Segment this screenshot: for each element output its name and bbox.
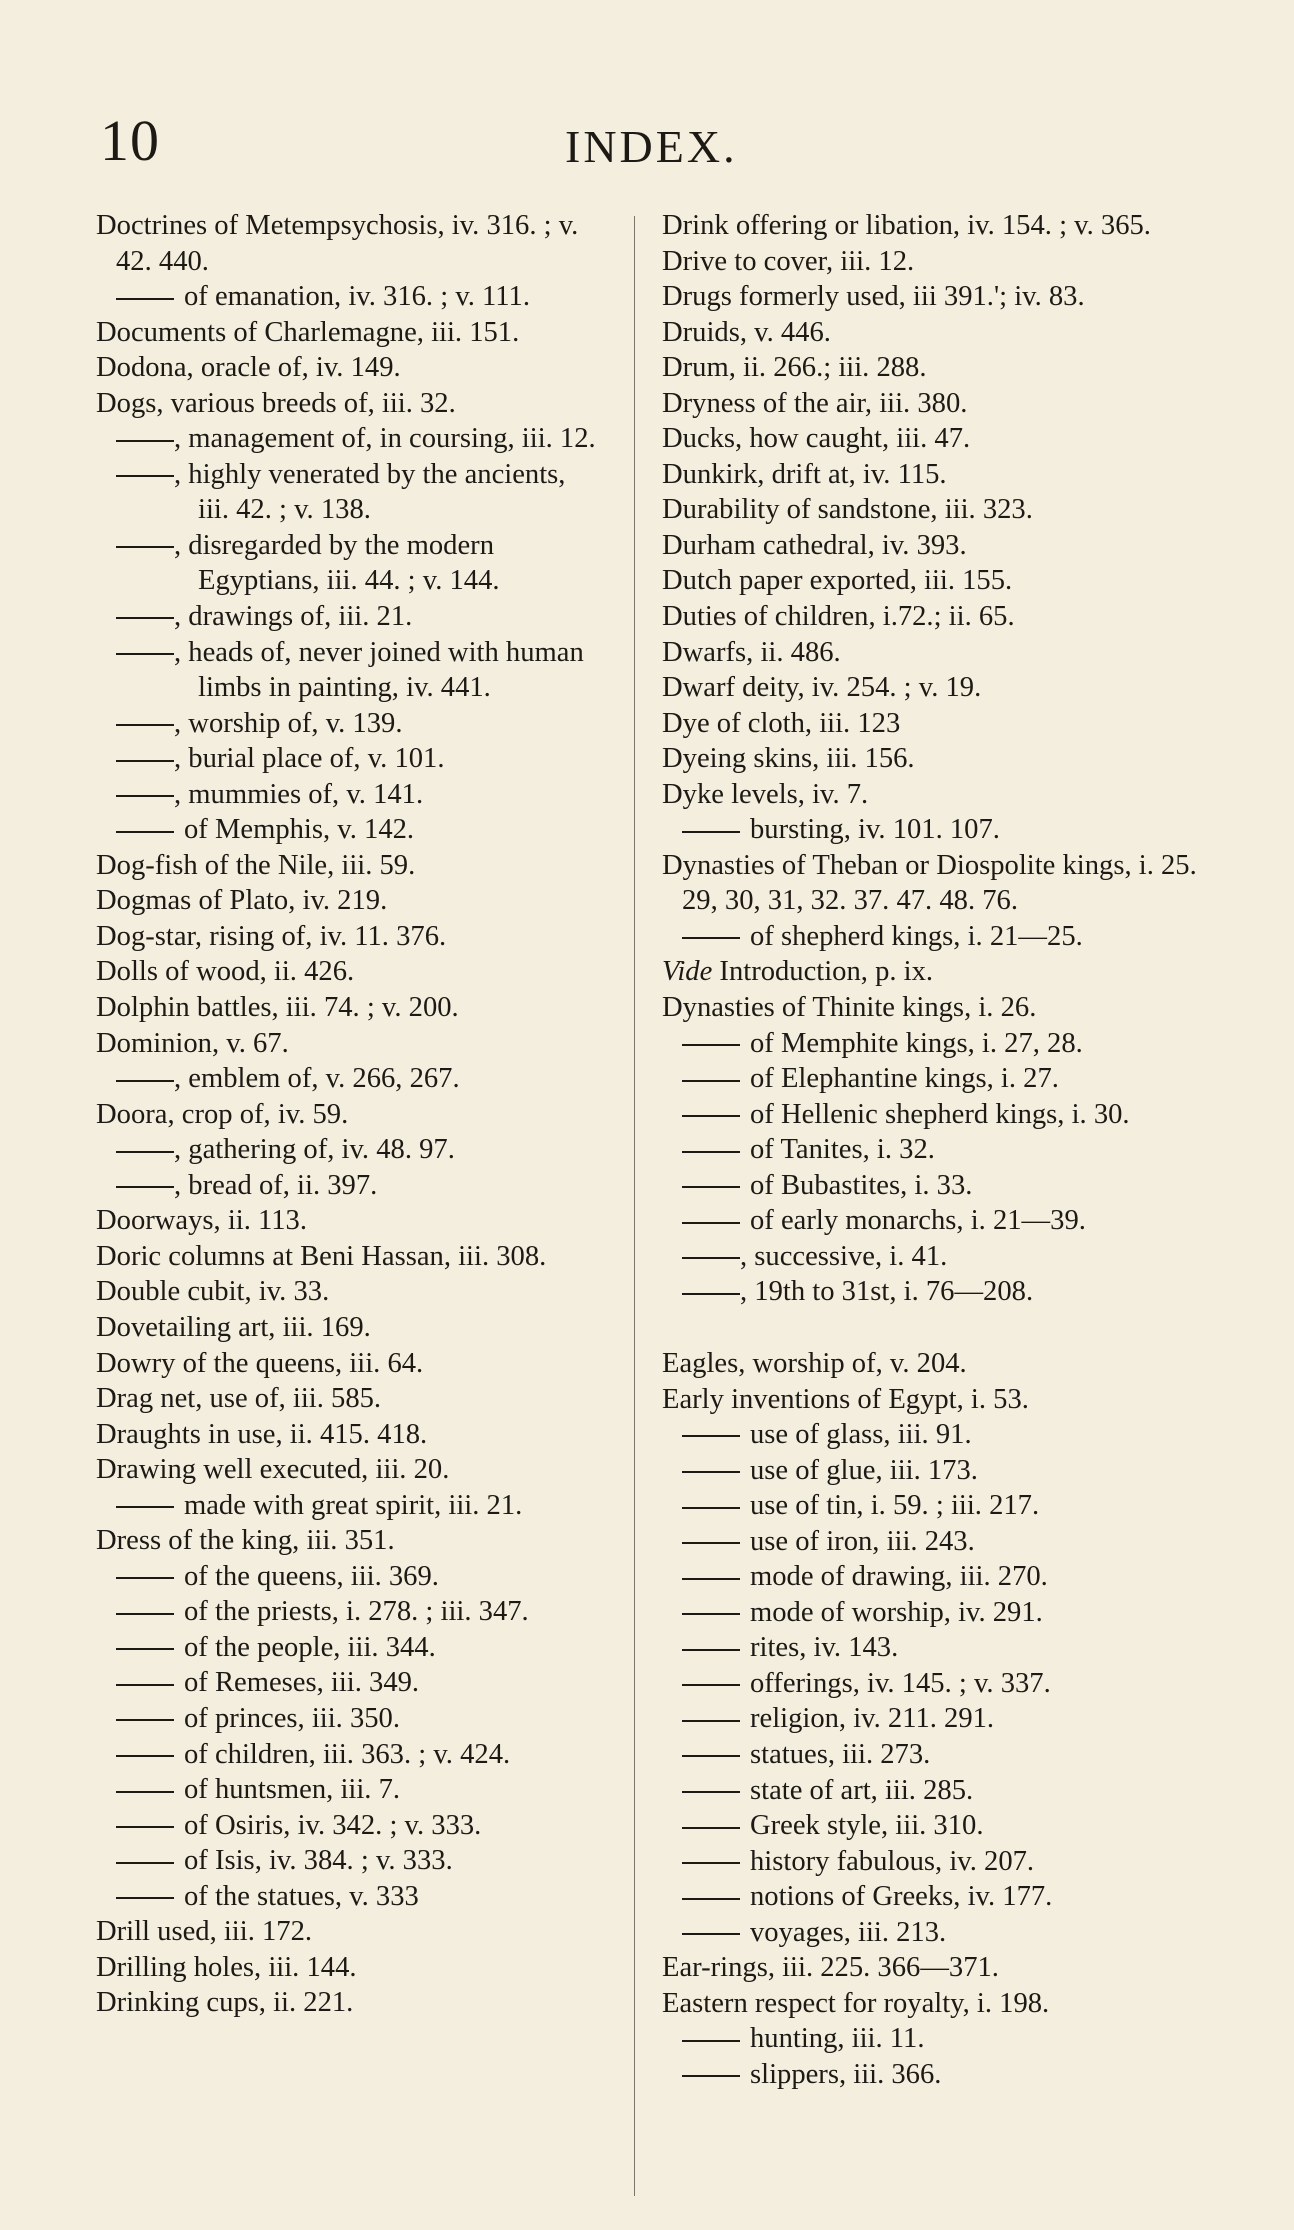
entry-text: use of tin, i. 59. ; iii. 217. xyxy=(750,1490,1040,1522)
entry-text: Dolls of wood, ii. 426. xyxy=(96,956,355,988)
index-subentry xyxy=(96,1559,598,1595)
entry-text: of Osiris, iv. 342. ; v. 333. xyxy=(184,1809,482,1841)
index-entry xyxy=(662,599,1210,635)
index-subentry xyxy=(96,1701,598,1737)
entry-text: state of art, iii. 285. xyxy=(750,1774,974,1806)
index-subentry xyxy=(662,1737,1210,1773)
entry-text: of the queens, iii. 369. xyxy=(184,1560,439,1592)
entry-text: Dowry of the queens, iii. 64. xyxy=(96,1347,424,1379)
entry-text: Dwarfs, ii. 486. xyxy=(662,636,841,668)
entry-text: Dyke levels, iv. 7. xyxy=(662,778,869,810)
ditto-dash xyxy=(116,795,174,797)
index-entry xyxy=(96,1985,598,2021)
index-entry xyxy=(96,1239,598,1275)
entry-text: Draughts in use, ii. 415. 418. xyxy=(96,1418,428,1450)
entry-text: offerings, iv. 145. ; v. 337. xyxy=(750,1667,1051,1699)
index-entry xyxy=(662,990,1210,1026)
index-entry xyxy=(662,670,1210,706)
italic-term: Vide xyxy=(662,956,713,988)
entry-text: Dynasties of Theban or Diospolite kings, i. 25. 29, 30, 31, 32. 37. 47. 48. 76. xyxy=(662,849,1197,917)
index-subentry xyxy=(96,706,598,742)
index-subentry xyxy=(96,741,598,777)
ditto-dash xyxy=(116,1826,174,1828)
ditto-dash xyxy=(682,2075,740,2077)
entry-text: Doric columns at Beni Hassan, iii. 308. xyxy=(96,1240,547,1272)
entry-text: Dog-fish of the Nile, iii. 59. xyxy=(96,849,416,881)
index-subentry xyxy=(96,421,598,457)
ditto-dash xyxy=(116,760,174,762)
index-subentry xyxy=(662,1026,1210,1062)
index-entry xyxy=(96,919,598,955)
entry-text: of the priests, i. 278. ; iii. 347. xyxy=(184,1596,529,1628)
index-entry xyxy=(662,706,1210,742)
index-subentry xyxy=(662,812,1210,848)
index-subentry xyxy=(662,1915,1210,1951)
entry-text: history fabulous, iv. 207. xyxy=(750,1845,1035,1877)
index-subentry xyxy=(96,1808,598,1844)
index-entry xyxy=(96,1523,598,1559)
entry-text: Greek style, iii. 310. xyxy=(750,1810,984,1842)
index-subentry xyxy=(662,1524,1210,1560)
ditto-dash xyxy=(682,1080,740,1082)
index-subentry xyxy=(662,1773,1210,1809)
index-entry xyxy=(96,1346,598,1382)
ditto-dash xyxy=(682,1827,740,1829)
entry-text: Drum, ii. 266.; iii. 288. xyxy=(662,352,927,384)
ditto-dash xyxy=(116,475,174,477)
ditto-dash xyxy=(682,1115,740,1117)
index-entry xyxy=(96,1950,598,1986)
index-subentry xyxy=(96,1772,598,1808)
index-subentry xyxy=(96,1488,598,1524)
ditto-dash xyxy=(116,1613,174,1615)
ditto-dash xyxy=(682,1151,740,1153)
index-entry xyxy=(662,1382,1210,1418)
ditto-dash xyxy=(682,2040,740,2042)
entry-text: Drag net, use of, iii. 585. xyxy=(96,1383,382,1415)
index-entry xyxy=(96,1026,598,1062)
entry-text: Dominion, v. 67. xyxy=(96,1027,289,1059)
index-subentry xyxy=(662,2021,1210,2057)
index-subentry xyxy=(662,1132,1210,1168)
index-subentry xyxy=(96,1843,598,1879)
index-entry xyxy=(662,315,1210,351)
ditto-dash xyxy=(116,1719,174,1721)
index-entry xyxy=(96,1097,598,1133)
entry-text: Druids, v. 446. xyxy=(662,316,831,348)
index-subentry xyxy=(96,1132,598,1168)
ditto-dash xyxy=(116,1862,174,1864)
entry-text: of early monarchs, i. 21—39. xyxy=(750,1205,1086,1237)
index-subentry xyxy=(96,1630,598,1666)
ditto-dash xyxy=(116,831,174,833)
index-subentry xyxy=(662,1595,1210,1631)
entry-text: made with great spirit, iii. 21. xyxy=(184,1489,523,1521)
ditto-dash xyxy=(116,440,174,442)
entry-text: , drawings of, iii. 21. xyxy=(174,601,413,633)
entry-text: voyages, iii. 213. xyxy=(750,1916,947,1948)
index-entry xyxy=(96,990,598,1026)
index-entry xyxy=(96,315,598,351)
ditto-dash xyxy=(116,1186,174,1188)
entry-text: Drill used, iii. 172. xyxy=(96,1916,313,1948)
index-subentry xyxy=(96,777,598,813)
entry-text: Drilling holes, iii. 144. xyxy=(96,1951,357,1983)
index-subentry xyxy=(96,1737,598,1773)
index-subentry xyxy=(662,1630,1210,1666)
ditto-dash xyxy=(116,1684,174,1686)
entry-text: mode of worship, iv. 291. xyxy=(750,1596,1043,1628)
index-column-right xyxy=(662,208,1210,2092)
index-entry xyxy=(96,1203,598,1239)
entry-text: slippers, iii. 366. xyxy=(750,2058,942,2090)
entry-text: Dynasties of Thinite kings, i. 26. xyxy=(662,992,1037,1024)
index-subentry xyxy=(96,279,598,315)
entry-text: of the statues, v. 333 xyxy=(184,1880,419,1912)
ditto-dash xyxy=(682,1435,740,1437)
ditto-dash xyxy=(682,1507,740,1509)
index-entry xyxy=(662,279,1210,315)
entry-text: Documents of Charlemagne, iii. 151. xyxy=(96,316,520,348)
index-entry xyxy=(662,1346,1210,1382)
index-entry xyxy=(96,1452,598,1488)
index-entry xyxy=(96,350,598,386)
entry-text: Eagles, worship of, v. 204. xyxy=(662,1347,967,1379)
entry-text: use of glue, iii. 173. xyxy=(750,1454,978,1486)
page-number: 10 xyxy=(100,108,160,173)
index-subentry xyxy=(96,457,598,528)
index-entry xyxy=(662,244,1210,280)
entry-text: , bread of, ii. 397. xyxy=(174,1169,378,1201)
entry-text: of huntsmen, iii. 7. xyxy=(184,1774,401,1806)
index-subentry xyxy=(96,812,598,848)
ditto-dash xyxy=(682,1222,740,1224)
ditto-dash xyxy=(682,937,740,939)
index-entry xyxy=(96,883,598,919)
ditto-dash xyxy=(682,1578,740,1580)
ditto-dash xyxy=(116,653,174,655)
entry-text: Durability of sandstone, iii. 323. xyxy=(662,494,1033,526)
ditto-dash xyxy=(116,1897,174,1899)
index-entry xyxy=(96,1417,598,1453)
index-subentry xyxy=(96,1061,598,1097)
index-subentry xyxy=(662,919,1210,955)
ditto-dash xyxy=(682,1862,740,1864)
ditto-dash xyxy=(682,1186,740,1188)
entry-text: bursting, iv. 101. 107. xyxy=(750,814,1000,846)
index-entry xyxy=(662,208,1210,244)
index-entry xyxy=(96,1310,598,1346)
entry-text: , management of, in coursing, iii. 12. xyxy=(174,423,596,455)
entry-text: Early inventions of Egypt, i. 53. xyxy=(662,1383,1029,1415)
ditto-dash xyxy=(682,1898,740,1900)
index-subentry xyxy=(662,2057,1210,2093)
entry-text: mode of drawing, iii. 270. xyxy=(750,1561,1048,1593)
ditto-dash xyxy=(116,1080,174,1082)
entry-text: of Remeses, iii. 349. xyxy=(184,1667,420,1699)
entry-text: Ducks, how caught, iii. 47. xyxy=(662,423,971,455)
index-column-left xyxy=(96,208,598,2021)
index-subentry xyxy=(662,1488,1210,1524)
entry-text: Introduction, p. ix. xyxy=(712,956,934,988)
entry-text: Dogs, various breeds of, iii. 32. xyxy=(96,387,456,419)
entry-text: Dovetailing art, iii. 169. xyxy=(96,1311,371,1343)
index-subentry xyxy=(662,1559,1210,1595)
entry-text: , successive, i. 41. xyxy=(740,1240,948,1272)
index-entry xyxy=(662,1950,1210,1986)
ditto-dash xyxy=(682,1791,740,1793)
ditto-dash xyxy=(682,1684,740,1686)
ditto-dash xyxy=(682,1257,740,1259)
index-subentry xyxy=(662,1097,1210,1133)
entry-text: notions of Greeks, iv. 177. xyxy=(750,1881,1053,1913)
section-gap xyxy=(662,1310,1210,1346)
entry-text: , emblem of, v. 266, 267. xyxy=(174,1063,460,1095)
index-subentry xyxy=(96,1594,598,1630)
index-entry xyxy=(662,563,1210,599)
ditto-dash xyxy=(116,1151,174,1153)
entry-text: of Isis, iv. 384. ; v. 333. xyxy=(184,1845,453,1877)
ditto-dash xyxy=(116,1648,174,1650)
entry-text: of Tanites, i. 32. xyxy=(750,1134,935,1166)
entry-text: , disregarded by the modern Egyptians, iii. 44. ; v. 144. xyxy=(174,529,500,597)
entry-text: Double cubit, iv. 33. xyxy=(96,1276,330,1308)
entry-text: Drawing well executed, iii. 20. xyxy=(96,1454,450,1486)
index-entry xyxy=(96,1914,598,1950)
entry-text: of Memphite kings, i. 27, 28. xyxy=(750,1027,1083,1059)
entry-text: , highly venerated by the ancients, iii. 42. ; v. 138. xyxy=(174,458,566,526)
entry-text: , 19th to 31st, i. 76—208. xyxy=(740,1276,1034,1308)
entry-text: Dutch paper exported, iii. 155. xyxy=(662,565,1013,597)
entry-text: Drugs formerly used, iii 391.'; iv. 83. xyxy=(662,281,1085,313)
entry-text: of the people, iii. 344. xyxy=(184,1631,436,1663)
index-entry xyxy=(96,208,598,279)
ditto-dash xyxy=(682,1542,740,1544)
index-entry xyxy=(662,492,1210,528)
ditto-dash xyxy=(682,1044,740,1046)
index-subentry xyxy=(96,1879,598,1915)
entry-text: of Hellenic shepherd kings, i. 30. xyxy=(750,1098,1130,1130)
entry-text: of children, iii. 363. ; v. 424. xyxy=(184,1738,511,1770)
index-entry xyxy=(96,1274,598,1310)
index-entry xyxy=(662,350,1210,386)
index-entry xyxy=(662,777,1210,813)
ditto-dash xyxy=(116,546,174,548)
index-entry xyxy=(662,1986,1210,2022)
index-subentry xyxy=(96,1168,598,1204)
entry-text: of emanation, iv. 316. ; v. 111. xyxy=(184,281,530,313)
index-entry xyxy=(662,421,1210,457)
index-subentry xyxy=(662,1666,1210,1702)
index-entry xyxy=(662,386,1210,422)
ditto-dash xyxy=(682,1471,740,1473)
entry-text: rites, iv. 143. xyxy=(750,1632,899,1664)
index-subentry xyxy=(662,1417,1210,1453)
ditto-dash xyxy=(682,1933,740,1935)
entry-text: Dogmas of Plato, iv. 219. xyxy=(96,885,388,917)
entry-text: religion, iv. 211. 291. xyxy=(750,1703,995,1735)
index-subentry xyxy=(96,528,598,599)
ditto-dash xyxy=(116,617,174,619)
ditto-dash xyxy=(682,1613,740,1615)
ditto-dash xyxy=(116,298,174,300)
column-divider xyxy=(634,216,635,2196)
index-subentry xyxy=(96,1665,598,1701)
ditto-dash xyxy=(682,1720,740,1722)
index-entry xyxy=(96,1381,598,1417)
ditto-dash xyxy=(116,724,174,726)
running-head: INDEX. xyxy=(565,121,738,172)
entry-text: of Memphis, v. 142. xyxy=(184,814,415,846)
index-entry xyxy=(662,848,1210,919)
index-entry xyxy=(662,741,1210,777)
entry-text: Dodona, oracle of, iv. 149. xyxy=(96,352,401,384)
ditto-dash xyxy=(116,1577,174,1579)
entry-text: of Elephantine kings, i. 27. xyxy=(750,1063,1059,1095)
entry-text: Dwarf deity, iv. 254. ; v. 19. xyxy=(662,672,982,704)
entry-text: Dress of the king, iii. 351. xyxy=(96,1525,395,1557)
entry-text: , worship of, v. 139. xyxy=(174,707,403,739)
ditto-dash xyxy=(116,1506,174,1508)
entry-text: Eastern respect for royalty, i. 198. xyxy=(662,1987,1050,2019)
entry-text: statues, iii. 273. xyxy=(750,1738,931,1770)
entry-text: hunting, iii. 11. xyxy=(750,2023,925,2055)
index-see-also xyxy=(662,954,1210,990)
index-entry xyxy=(96,848,598,884)
ditto-dash xyxy=(682,1755,740,1757)
ditto-dash xyxy=(682,831,740,833)
index-subentry xyxy=(96,635,598,706)
entry-text: of shepherd kings, i. 21—25. xyxy=(750,920,1083,952)
index-entry xyxy=(96,954,598,990)
index-subentry xyxy=(662,1844,1210,1880)
entry-text: Dunkirk, drift at, iv. 115. xyxy=(662,458,947,490)
index-subentry xyxy=(662,1701,1210,1737)
index-entry xyxy=(96,386,598,422)
ditto-dash xyxy=(116,1791,174,1793)
entry-text: , mummies of, v. 141. xyxy=(174,778,424,810)
entry-text: Dyeing skins, iii. 156. xyxy=(662,743,915,775)
index-subentry xyxy=(662,1239,1210,1275)
entry-text: Drinking cups, ii. 221. xyxy=(96,1987,354,2019)
entry-text: Dye of cloth, iii. 123 xyxy=(662,707,901,739)
entry-text: Dog-star, rising of, iv. 11. 376. xyxy=(96,920,447,952)
entry-text: use of glass, iii. 91. xyxy=(750,1419,972,1451)
entry-text: of princes, iii. 350. xyxy=(184,1702,401,1734)
entry-text: , burial place of, v. 101. xyxy=(174,743,445,775)
entry-text: use of iron, iii. 243. xyxy=(750,1525,975,1557)
index-subentry xyxy=(662,1808,1210,1844)
index-subentry xyxy=(662,1061,1210,1097)
entry-text: Doora, crop of, iv. 59. xyxy=(96,1098,349,1130)
entry-text: , heads of, never joined with human limbs in painting, iv. 441. xyxy=(174,636,584,704)
entry-text: of Bubastites, i. 33. xyxy=(750,1169,973,1201)
index-subentry xyxy=(96,599,598,635)
ditto-dash xyxy=(682,1293,740,1295)
ditto-dash xyxy=(116,1755,174,1757)
index-subentry xyxy=(662,1168,1210,1204)
index-entry xyxy=(662,457,1210,493)
index-entry xyxy=(662,528,1210,564)
entry-text: Ear-rings, iii. 225. 366—371. xyxy=(662,1952,999,1984)
entry-text: Doorways, ii. 113. xyxy=(96,1205,307,1237)
index-subentry xyxy=(662,1879,1210,1915)
entry-text: Drive to cover, iii. 12. xyxy=(662,245,915,277)
entry-text: Dolphin battles, iii. 74. ; v. 200. xyxy=(96,992,459,1024)
index-subentry xyxy=(662,1203,1210,1239)
entry-text: Drink offering or libation, iv. 154. ; v. 365. xyxy=(662,210,1151,241)
entry-text: Doctrines of Metempsychosis, iv. 316. ; v. 42. 440. xyxy=(96,210,579,277)
index-subentry xyxy=(662,1274,1210,1310)
index-entry xyxy=(662,635,1210,671)
entry-text: Durham cathedral, iv. 393. xyxy=(662,529,967,561)
ditto-dash xyxy=(682,1649,740,1651)
index-subentry xyxy=(662,1453,1210,1489)
entry-text: , gathering of, iv. 48. 97. xyxy=(174,1134,455,1166)
entry-text: Duties of children, i.72.; ii. 65. xyxy=(662,601,1015,633)
entry-text: Dryness of the air, iii. 380. xyxy=(662,387,968,419)
